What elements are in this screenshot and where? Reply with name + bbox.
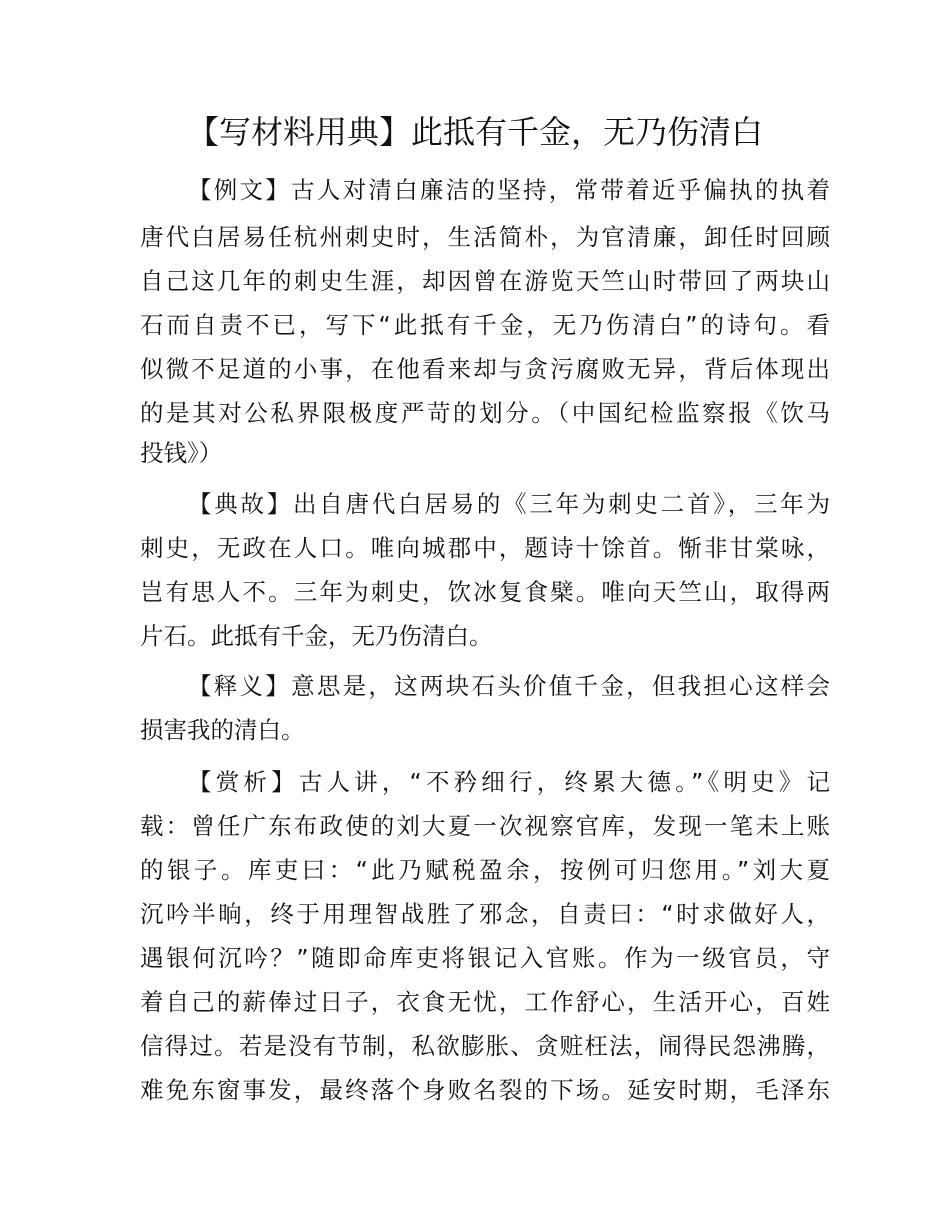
text-line: 投钱》）: [140, 439, 223, 467]
text-line: 唐代白居易任杭州刺史时，生活简朴，为官清廉，卸任时回顾: [140, 223, 830, 251]
text-line: 刺史，无政在人口。唯向城郡中，题诗十馀首。惭非甘棠咏，: [140, 534, 830, 562]
text-line: 损害我的清白。: [140, 716, 305, 744]
text-line: 【赏析】古人讲，“不矜细行，终累大德。”《明史》记: [188, 768, 830, 796]
text-line: 的银子。库吏曰：“此乃赋税盈余，按例可归您用。”刘大夏: [140, 856, 830, 884]
text-line: 【释义】意思是，这两块石头价值千金，但我担心这样会: [188, 672, 830, 700]
text-line: 难免东窗事发，最终落个身败名裂的下场。延安时期，毛泽东: [140, 1076, 830, 1104]
document-title: 【写材料用典】此抵有千金，无乃伤清白: [186, 113, 763, 151]
text-line: 载：曾任广东布政使的刘大夏一次视察官库，发现一笔未上账: [140, 812, 830, 840]
text-line: 石而自责不已，写下“此抵有千金，无乃伤清白”的诗句。看: [140, 311, 830, 339]
text-line: 【例文】古人对清白廉洁的坚持，常带着近乎偏执的执着: [188, 176, 830, 204]
text-line: 自己这几年的刺史生涯，却因曾在游览天竺山时带回了两块山: [140, 267, 830, 295]
text-line: 的是其对公私界限极度严苛的划分。（中国纪检监察报《饮马: [140, 399, 830, 427]
text-line: 【典故】出自唐代白居易的《三年为刺史二首》，三年为: [188, 490, 830, 518]
text-line: 似微不足道的小事，在他看来却与贪污腐败无异，背后体现出: [140, 355, 830, 383]
text-line: 片石。此抵有千金，无乃伤清白。: [140, 622, 493, 650]
text-line: 遇银何沉吟？”随即命库吏将银记入官账。作为一级官员，守: [140, 944, 830, 972]
text-line: 沉吟半晌，终于用理智战胜了邪念，自责曰：“时求做好人，: [140, 900, 830, 928]
text-line: 岂有思人不。三年为刺史，饮冰复食檗。唯向天竺山，取得两: [140, 578, 830, 606]
text-line: 信得过。若是没有节制，私欲膨胀、贪赃枉法，闹得民怨沸腾，: [140, 1032, 830, 1060]
text-line: 着自己的薪俸过日子，衣食无忧，工作舒心，生活开心，百姓: [140, 988, 830, 1016]
